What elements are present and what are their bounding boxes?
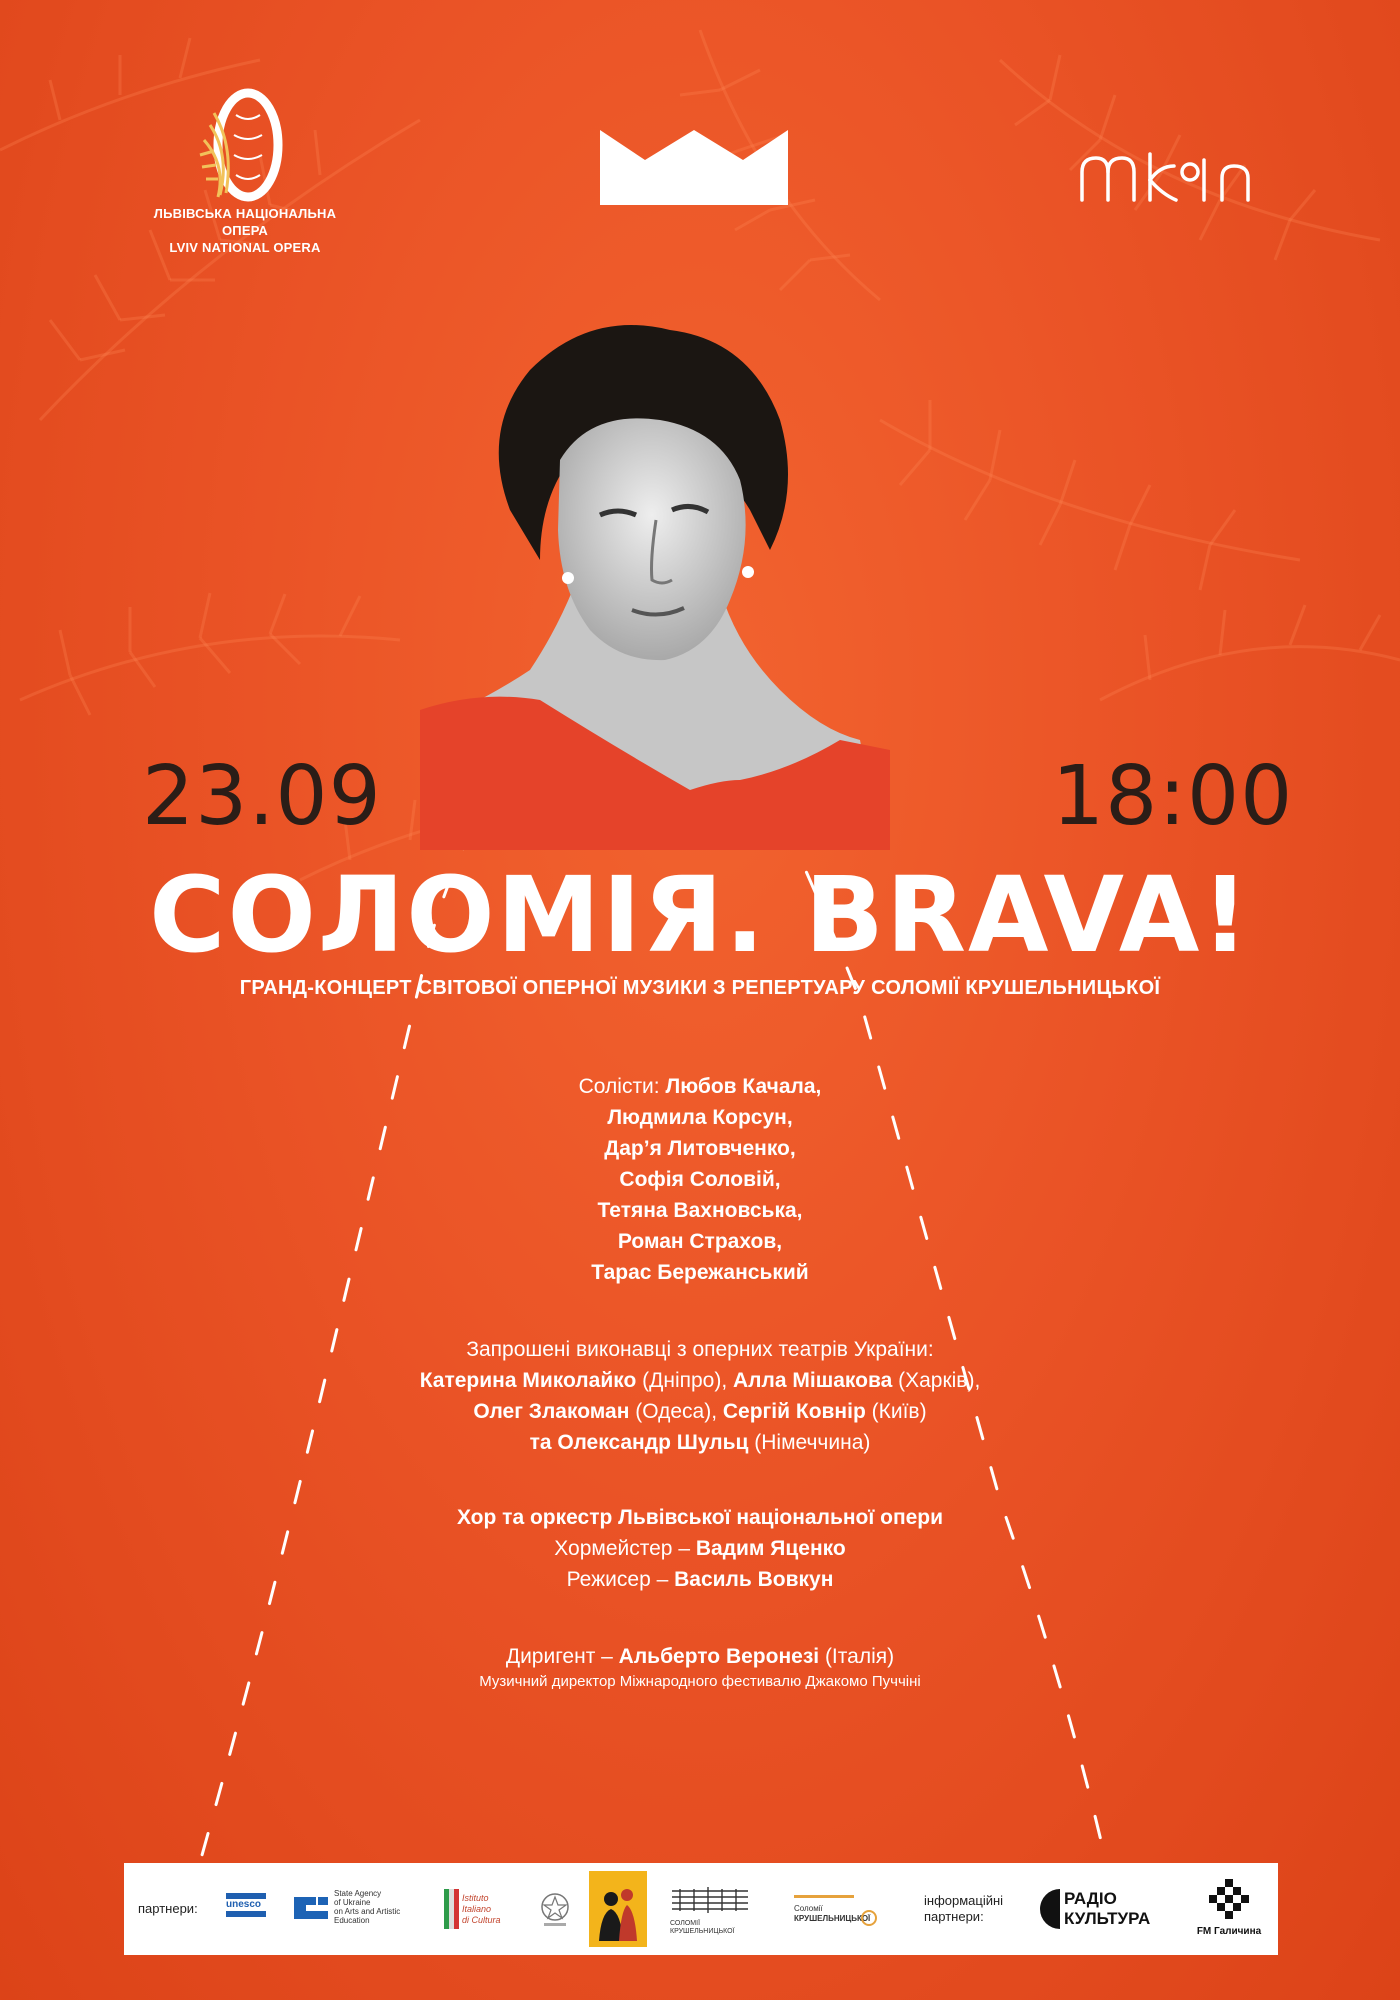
gold-ornament-icon	[860, 1909, 878, 1927]
guest-name: Олег Злакоман	[473, 1400, 630, 1423]
chorus-master-name: Вадим Яценко	[695, 1537, 846, 1560]
director-label: Режисер –	[566, 1568, 675, 1591]
opera-emblem-icon	[190, 85, 300, 205]
chorus-master-label: Хормейстер –	[554, 1537, 696, 1560]
event-subtitle: ГРАНД-КОНЦЕРТ СВІТОВОЇ ОПЕРНОЇ МУЗИКИ З РЕПЕРТУАРУ СОЛОМІЇ КРУШЕЛЬНИЦЬКОЇ	[239, 977, 1161, 999]
guest-line	[0, 1396, 1400, 1427]
event-date: 23.09	[142, 749, 382, 844]
festival-poster-logo	[589, 1871, 647, 1947]
conductor-block	[0, 1641, 1400, 1692]
unesco-logo: unesco	[226, 1893, 266, 1917]
guest-name: та Олександр Шульц	[529, 1431, 749, 1454]
guest-line	[0, 1427, 1400, 1458]
opera-name-ua: ЛЬВІВСЬКА НАЦІОНАЛЬНА ОПЕРА	[153, 206, 337, 238]
soloist-name: Людмила Корсун,	[607, 1106, 793, 1129]
soloist-line	[0, 1195, 1400, 1226]
soloists-block	[0, 1071, 1400, 1288]
guest-city: (Німеччина)	[748, 1431, 871, 1454]
soloist-line	[0, 1257, 1400, 1288]
guest-name: Алла Мішакова	[733, 1369, 893, 1392]
soloist-line	[0, 1133, 1400, 1164]
soloist-name: Дар’я Литовченко,	[604, 1137, 796, 1160]
guest-city: (Харків),	[892, 1369, 981, 1392]
guest-city: (Дніпро),	[636, 1369, 734, 1392]
state-agency-icon	[292, 1893, 330, 1921]
partners-bar: партнери: unesco State Agency of Ukraine on Arts and Artistic Education Istituto Italiano di Cultura СОЛОМІЇ КРУШЕЛЬНИЦЬКОЇ Соломії КРУШЕЛЬНИЦЬКОЇ інформаційні партнери: РАДІО КУЛЬТУРА FM Галичина	[124, 1863, 1278, 1955]
conductor-label: Диригент –	[505, 1645, 619, 1668]
guest-name: Сергій Ковнір	[722, 1400, 866, 1423]
guest-line	[0, 1365, 1400, 1396]
soloists-label: Солісти:	[578, 1075, 666, 1098]
director-name: Василь Вовкун	[674, 1568, 834, 1591]
soloist-line	[0, 1102, 1400, 1133]
soloist-line	[0, 1071, 1400, 1102]
choir-block	[0, 1502, 1400, 1595]
soloist-line	[0, 1226, 1400, 1257]
galychyna-fm-logo: FM Галичина	[1194, 1877, 1264, 1943]
conductor-name: Альберто Веронезі	[618, 1645, 820, 1668]
guests-heading: Запрошені виконавці з оперних театрів України:	[466, 1338, 934, 1361]
soloist-line	[0, 1164, 1400, 1195]
soloist-name: Софія Соловій,	[619, 1168, 781, 1191]
conductor-country: (Італія)	[819, 1645, 895, 1668]
guest-city: (Київ)	[865, 1400, 927, 1423]
soloist-name: Роман Страхов,	[617, 1230, 783, 1253]
istituto-italiano-logo: Istituto Italiano di Cultura	[444, 1889, 524, 1931]
radio-kultura-logo: РАДІО КУЛЬТУРА	[1030, 1887, 1170, 1933]
krushelnytska-museum-logo: СОЛОМІЇ КРУШЕЛЬНИЦЬКОЇ	[670, 1885, 762, 1935]
krushelnytska-memorial-logo: Соломії КРУШЕЛЬНИЦЬКОЇ	[794, 1895, 878, 1935]
soloist-name: Тарас Бережанський	[591, 1261, 809, 1284]
crown-icon	[600, 130, 788, 205]
guest-city: (Одеса),	[629, 1400, 723, 1423]
singers-silhouette-icon	[589, 1871, 647, 1947]
galychyna-ornament-icon	[1207, 1877, 1251, 1921]
conductor-note: Музичний директор Міжнародного фестивалю Джакомо Пуччіні	[479, 1673, 921, 1690]
guest-performers-block	[0, 1334, 1400, 1458]
event-time: 18:00	[1052, 749, 1294, 844]
soloist-portrait	[420, 310, 900, 850]
soloist-name: Любов Качала,	[665, 1075, 822, 1098]
italian-embassy-emblem-icon	[538, 1889, 572, 1929]
soloist-name: Тетяна Вахновська,	[597, 1199, 803, 1222]
opera-name-en: LVIV NATIONAL OPERA	[169, 240, 321, 255]
choir-orchestra: Хор та оркестр Львівської національної опери	[456, 1506, 944, 1529]
info-partners-label: інформаційні партнери:	[924, 1893, 1004, 1924]
lviv-opera-logo	[130, 85, 360, 256]
event-title: СОЛОМІЯ. BRAVA!	[149, 854, 1251, 976]
radio-kultura-icon	[1030, 1889, 1060, 1929]
partners-label: партнери:	[138, 1901, 198, 1916]
guest-name: Катерина Миколайко	[419, 1369, 637, 1392]
mkin-logo-icon	[1078, 150, 1258, 206]
musical-staff-icon	[670, 1885, 750, 1915]
